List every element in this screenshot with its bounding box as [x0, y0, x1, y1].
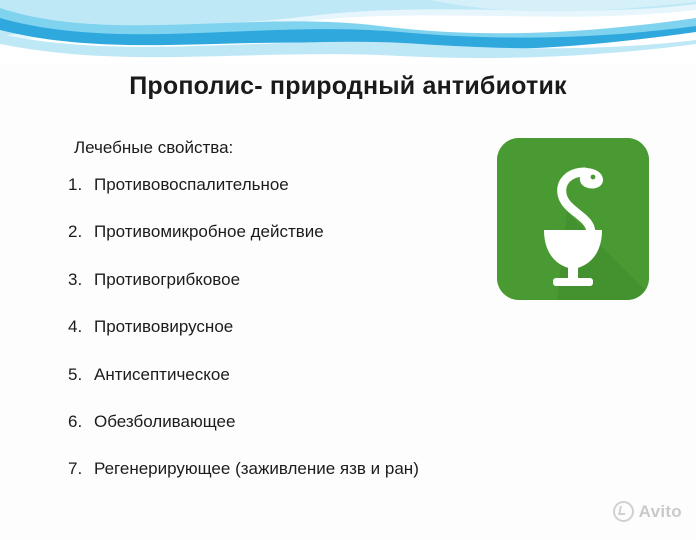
list-item-number: 1. — [68, 175, 83, 194]
list-item — [68, 175, 538, 195]
list-item-label: Обезболивающее — [94, 411, 236, 431]
page-title: Прополис- природный антибиотик — [129, 72, 567, 100]
list-item-number: 2. — [68, 222, 83, 242]
list-item — [68, 412, 538, 432]
list-item-label: Противомикробное действие — [94, 222, 324, 242]
list-item-label: Антисептическое — [94, 364, 230, 384]
list-item-label: Противогрибковое — [94, 269, 241, 289]
list-item — [68, 317, 538, 337]
list-item-label: Регенерирующее (заживление язв и ран) — [94, 459, 419, 479]
watermark-label: Avito — [638, 501, 682, 521]
watermark — [613, 501, 682, 522]
properties-list — [68, 175, 538, 507]
avito-check-icon — [613, 501, 634, 522]
list-item — [68, 270, 538, 290]
list-item-number: 4. — [68, 317, 83, 337]
list-item — [68, 459, 538, 479]
list-item — [68, 365, 538, 385]
list-item-number: 6. — [68, 411, 83, 431]
subtitle: Лечебные свойства: — [74, 138, 234, 157]
list-item — [68, 222, 538, 242]
list-item-number: 7. — [68, 459, 83, 479]
list-item-number: 3. — [68, 269, 83, 289]
list-item-label: Противовирусное — [94, 317, 234, 337]
wave-ribbon-decoration — [0, 0, 696, 64]
list-item-number: 5. — [68, 364, 83, 384]
list-item-label: Противовоспалительное — [94, 175, 289, 194]
bowl-of-hygieia-icon — [497, 138, 649, 300]
